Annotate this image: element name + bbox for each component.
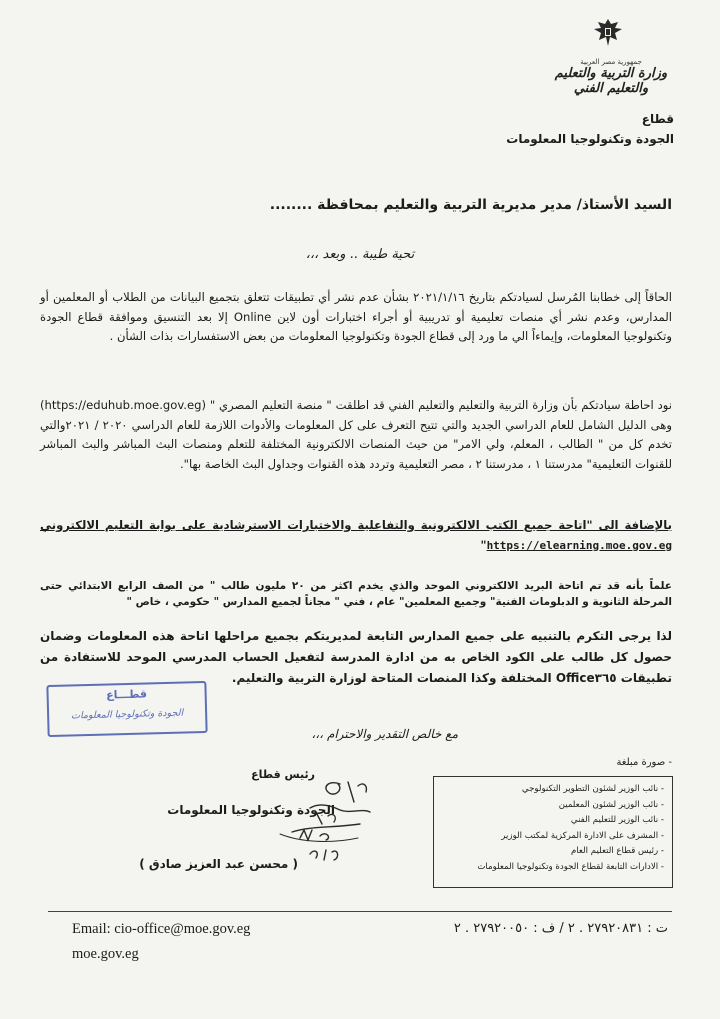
cc-item: - الادارات التابعة لقطاع الجودة وتكنولوجيا المعلومات <box>477 861 664 872</box>
footer-divider <box>48 911 672 912</box>
paragraph-3-end: " <box>480 537 487 552</box>
copy-label: - صورة مبلغة <box>616 757 672 768</box>
sector-word: قطاع <box>641 112 674 126</box>
cc-item: - المشرف على الادارة المركزية لمكتب الوزير <box>501 830 664 841</box>
paragraph-4: علماً بأنه قد تم اتاحة البريد الالكتروني الموحد والذي يخدم اكثر من ٢٠ مليون طالب " من الصف الرابع الابتدائي حتى المرحلة الثانوية و الدبلومات الفنية" وجميع المعلمين" عام ، فني " مجاناً لجميع المدارس " حكومي ، خاص " <box>40 580 672 608</box>
paragraph-2: نود احاطة سيادتكم بأن وزارة التربية والتعليم والتعليم الفني قد اطلقت " منصة التعليم المصري " (https://eduhub.moe.gov.eg) وهى الدليل الشامل للعام الدراسي الجديد والتي تتيح التعرف على كل المعلومات والأدوات اللازمة للعام الدراسي ٢٠٢٠ / ٢٠٢١والتي تخدم كل من " الطالب ، المعلم، ولي الامر" من حيث المنصات الالكترونية المختلفة للتعلم ومنصات البث المباشر والبث المباشر للقنوات التعليمية" مدرستنا ١ ، مدرستنا ٢ ، مصر التعليمية وتردد هذه القنوات وجداول البث الخاصة بها". <box>40 398 673 471</box>
signatory-sector: الجودة وتكنولوجيا المعلومات <box>167 803 335 817</box>
cc-item: - نائب الوزير للتعليم الفني <box>570 815 664 825</box>
sector-name: الجودة وتكنولوجيا المعلومات <box>506 132 674 146</box>
ministry-name: وزارة التربية والتعليم والتعليم الفني <box>554 66 668 96</box>
footer-phones: ت : ٢٧٩٢٠٨٣١ . ٢ / ف : ٢٧٩٢٠٠٥٠ . ٢ <box>453 921 668 936</box>
paragraph-3 <box>40 516 672 555</box>
cc-item: - نائب الوزير لشئون التطوير التكنولوجي <box>521 784 664 794</box>
cc-item: - نائب الوزير لشئون المعلمين <box>558 799 664 810</box>
greeting: تحية طيبة .. وبعد ،،، <box>305 247 415 262</box>
stamp-word: قطـــاع <box>106 687 148 702</box>
footer-email: Email: cio-office@moe.gov.eg <box>72 921 251 937</box>
closing: مع خالص التقدير والاحترام ،،، <box>311 727 458 741</box>
stamp-name: الجودة وتكنولوجيا المعلومات <box>70 707 184 722</box>
paragraph-5: لذا يرجى التكرم بالتنبيه على جميع المدارس التابعة لمديريتكم بجميع مراحلها اتاحة هذه المعلومات وضمان حصول كل طالب على الكود الخاص به من ادارة المدرسة لتفعيل الحساب المدرسي الموحد للاستفادة من تطبيقات Office٣٦٥ المختلفة وكذا المنصات المتاحة لوزارة التربية والتعليم. <box>40 629 672 685</box>
handwritten-signature <box>270 772 390 872</box>
footer-website: moe.gov.eg <box>72 946 139 962</box>
republic-name: جمهورية مصر العربية <box>580 58 642 66</box>
signatory-title: رئيس قطاع <box>251 768 315 781</box>
cc-item: - رئيس قطاع التعليم العام <box>570 846 664 856</box>
sector-stamp <box>46 681 207 737</box>
paragraph-3-text: بالإضافة الى "اتاحة جميع الكتب الالكترونية والتفاعلية والاختبارات الاسترشادية على بوابة التعليم الالكتروني <box>40 518 672 532</box>
paragraph-1: الحاقاً إلى خطابنا المُرسل لسيادتكم بتاريخ ٢٠٢١/١/١٦ بشأن عدم نشر أي تطبيقات تتعلق بتجميع البيانات من الطلاب أو المعلمين أو المدارس، وعدم نشر أي منصات تعليمية أو تدريبية أو أجراء اختبارات أون لاين Online إلا بعد التنسيق وموافقة قطاع الجودة وتكنولوجيا المعلومات، وإيماءاً الي ما ورد إلى قطاع الجودة وتكنولوجيا المعلومات من بعض الاستفسارات بذات الشأن . <box>40 290 672 343</box>
elearning-link[interactable]: https://elearning.moe.gov.eg <box>486 538 672 552</box>
ministry-logo <box>548 20 674 96</box>
signatory-name: ( محسن عبد العزيز صادق ) <box>139 857 298 871</box>
addressee: السيد الأستاذ/ مدير مديرية التربية والتعليم بمحافظة ........ <box>269 197 672 213</box>
cc-list <box>433 776 673 888</box>
